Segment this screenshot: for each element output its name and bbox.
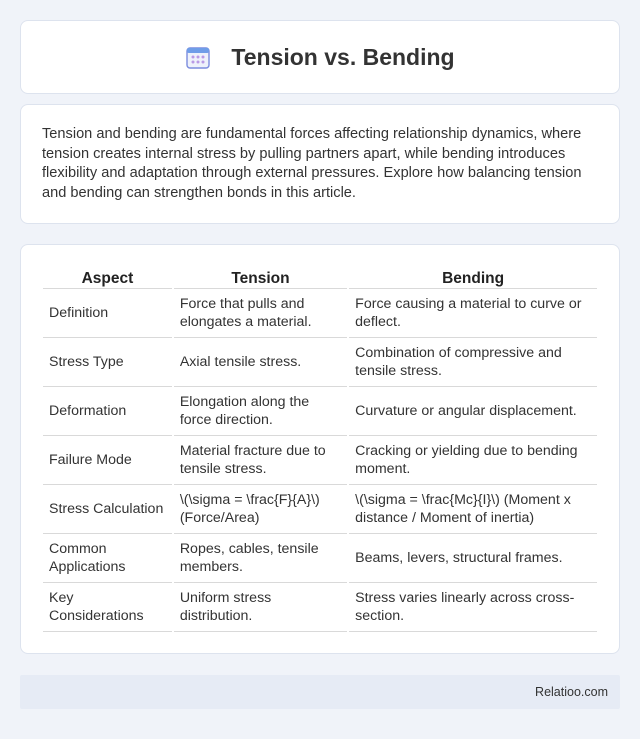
calendar-icon bbox=[185, 44, 211, 70]
tension-cell: \(\sigma = \frac{F}{A}\) (Force/Area) bbox=[174, 485, 347, 534]
tension-cell: Force that pulls and elongates a material. bbox=[174, 289, 347, 338]
table-row bbox=[43, 338, 597, 387]
title-card bbox=[20, 20, 620, 94]
table-header-row bbox=[43, 267, 597, 289]
footer-site-name: Relatioo.com bbox=[535, 685, 608, 699]
table-row bbox=[43, 583, 597, 632]
bending-cell: Stress varies linearly across cross-section. bbox=[349, 583, 597, 632]
aspect-cell: Failure Mode bbox=[43, 436, 172, 485]
table-row bbox=[43, 534, 597, 583]
aspect-cell: Stress Calculation bbox=[43, 485, 172, 534]
tension-cell: Elongation along the force direction. bbox=[174, 387, 347, 436]
column-header-tension: Tension bbox=[174, 267, 347, 289]
bending-cell: Cracking or yielding due to bending moment. bbox=[349, 436, 597, 485]
column-header-aspect: Aspect bbox=[43, 267, 172, 289]
column-header-bending: Bending bbox=[349, 267, 597, 289]
tension-cell: Ropes, cables, tensile members. bbox=[174, 534, 347, 583]
bending-cell: Combination of compressive and tensile stress. bbox=[349, 338, 597, 387]
comparison-table bbox=[41, 267, 599, 632]
table-card bbox=[20, 244, 620, 654]
bending-cell: Curvature or angular displacement. bbox=[349, 387, 597, 436]
tension-cell: Axial tensile stress. bbox=[174, 338, 347, 387]
aspect-cell: Common Applications bbox=[43, 534, 172, 583]
bending-cell: Force causing a material to curve or deflect. bbox=[349, 289, 597, 338]
tension-cell: Material fracture due to tensile stress. bbox=[174, 436, 347, 485]
tension-cell: Uniform stress distribution. bbox=[174, 583, 347, 632]
aspect-cell: Definition bbox=[43, 289, 172, 338]
aspect-cell: Stress Type bbox=[43, 338, 172, 387]
aspect-cell: Key Considerations bbox=[43, 583, 172, 632]
footer bbox=[20, 675, 620, 709]
intro-paragraph: Tension and bending are fundamental forces affecting relationship dynamics, where tension creates internal stress by pulling partners apart, while bending introduces flexibility and adaptation through external pressures. Explore how balancing tension and bending can strengthen bonds in this article. bbox=[42, 126, 582, 201]
aspect-cell: Deformation bbox=[43, 387, 172, 436]
page-title: Tension vs. Bending bbox=[231, 43, 455, 70]
bending-cell: Beams, levers, structural frames. bbox=[349, 534, 597, 583]
bending-cell: \(\sigma = \frac{Mc}{I}\) (Moment x distance / Moment of inertia) bbox=[349, 485, 597, 534]
intro-card bbox=[20, 104, 620, 224]
table-row bbox=[43, 387, 597, 436]
table-row bbox=[43, 436, 597, 485]
table-row bbox=[43, 289, 597, 338]
table-row bbox=[43, 485, 597, 534]
